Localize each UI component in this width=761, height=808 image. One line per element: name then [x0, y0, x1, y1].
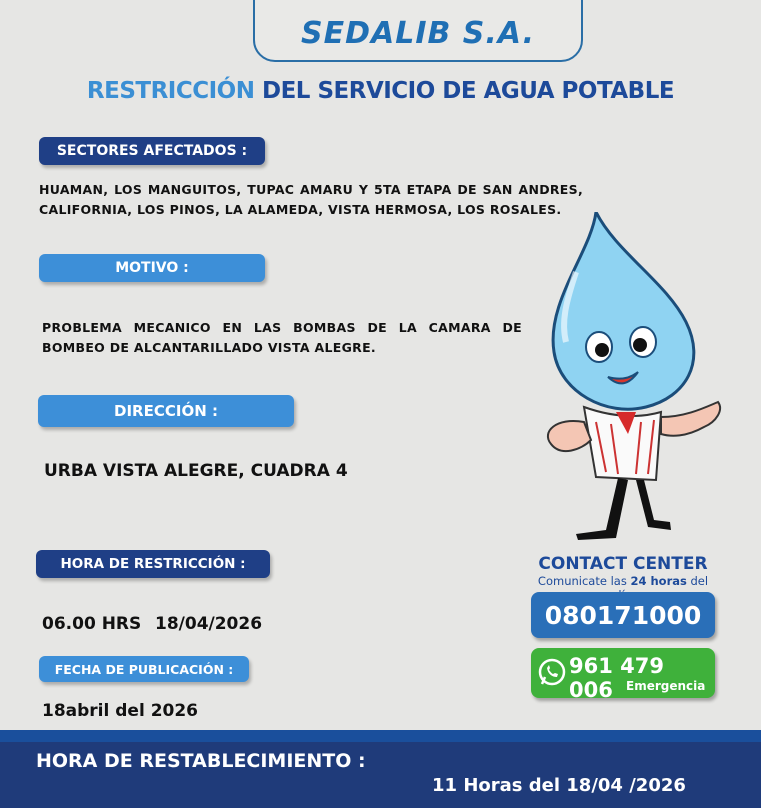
title-part-1: RESTRICCIÓN [86, 78, 255, 104]
publicacion-date: 18abril del 2026 [42, 701, 199, 721]
footer-top-stripe [0, 730, 761, 742]
direccion-label: DIRECCIÓN : [38, 395, 294, 427]
whatsapp-number: 961 479 006 [569, 654, 664, 702]
restriccion-date: 18/04/2026 [155, 614, 263, 634]
brand-logo: SEDALIB S.A. [301, 16, 535, 51]
whatsapp-label: Emergencia [626, 679, 706, 693]
direccion-text: URBA VISTA ALEGRE, CUADRA 4 [44, 461, 348, 481]
publicacion-label: FECHA DE PUBLICACIÓN : [39, 656, 249, 682]
sectors-text: HUAMAN, LOS MANGUITOS, TUPAC AMARU Y 5TA ETAPA DE SAN ANDRES, CALIFORNIA, LOS PINOS, LA ALAMEDA, VISTA HERMOSA, LOS ROSALES. [39, 182, 583, 217]
subtitle-bold: 24 horas [630, 574, 687, 588]
contact-center-title: CONTACT CENTER [538, 554, 708, 574]
restablecimiento-label: HORA DE RESTABLECIMIENTO : [36, 750, 366, 772]
title-part-2: DEL SERVICIO DE AGUA POTABLE [261, 78, 675, 104]
whatsapp-icon [537, 657, 567, 687]
sectors-label: SECTORES AFECTADOS : [39, 137, 265, 165]
restriccion-time: 06.00 HRS [42, 614, 142, 634]
water-drop-mascot-icon [536, 212, 726, 542]
restablecimiento-value: 11 Horas del 18/04 /2026 [432, 775, 686, 796]
whatsapp-button[interactable] [531, 648, 715, 702]
page-title [0, 78, 761, 104]
motivo-text: PROBLEMA MECANICO EN LAS BOMBAS DE LA CAMARA DE BOMBEO DE ALCANTARILLADO VISTA ALEGRE. [42, 320, 522, 355]
restriccion-label: HORA DE RESTRICCIÓN : [36, 550, 270, 578]
phone-button[interactable]: 080171000 [531, 592, 715, 638]
motivo-label: MOTIVO : [39, 254, 265, 282]
subtitle-pre: Comunicate las [537, 574, 631, 588]
subtitle-post: del [690, 574, 709, 588]
